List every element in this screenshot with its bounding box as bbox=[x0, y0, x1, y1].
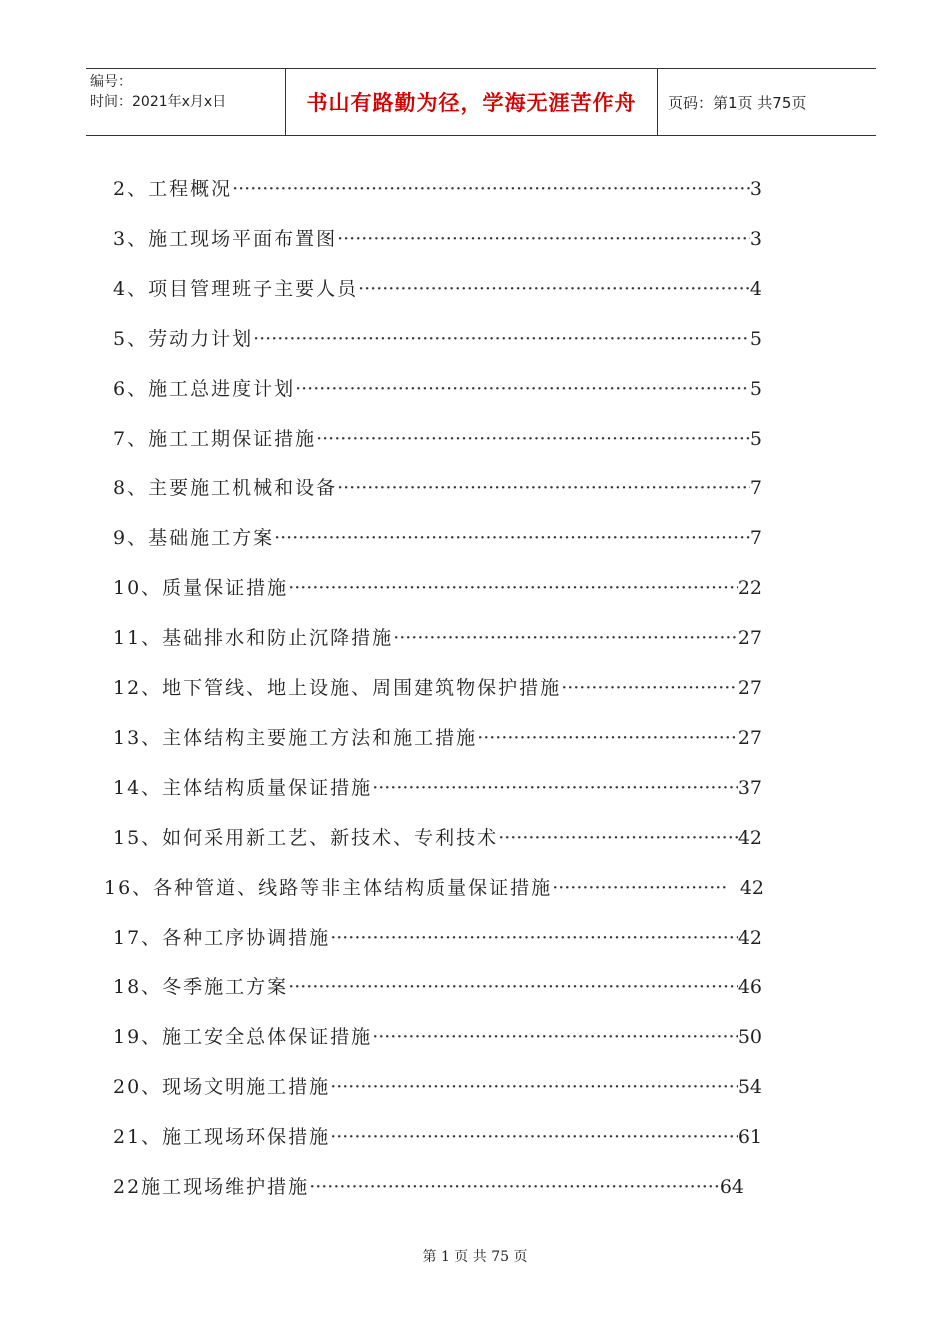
toc-entry-page: 22 bbox=[737, 577, 762, 600]
header-page-info: 页码：第1页 共75页 bbox=[668, 93, 807, 112]
toc-entry-title: 10、质量保证措施 bbox=[113, 577, 289, 600]
toc-leader-dots bbox=[477, 727, 738, 749]
toc-entry-page: 54 bbox=[737, 1076, 762, 1099]
toc-entry[interactable] bbox=[113, 673, 762, 700]
toc-leader-dots bbox=[552, 877, 726, 899]
toc-leader-dots bbox=[358, 278, 750, 300]
toc-entry-title: 18、冬季施工方案 bbox=[113, 976, 289, 999]
toc-entry-title: 4、项目管理班子主要人员 bbox=[113, 277, 359, 300]
toc-entry-page: 5 bbox=[749, 327, 762, 350]
toc-entry-page: 61 bbox=[737, 1126, 762, 1149]
toc-entry[interactable] bbox=[113, 1072, 762, 1099]
toc-leader-dots bbox=[232, 178, 750, 200]
toc-leader-dots bbox=[330, 1126, 738, 1148]
toc-entry[interactable] bbox=[113, 274, 762, 301]
toc-leader-dots bbox=[316, 428, 750, 450]
page-header bbox=[86, 68, 876, 136]
toc-entry-page: 3 bbox=[749, 178, 762, 200]
toc-entry-page: 27 bbox=[737, 726, 762, 749]
toc-entry[interactable] bbox=[113, 523, 762, 550]
toc-entry-page: 7 bbox=[749, 527, 762, 550]
toc-entry-page: 4 bbox=[749, 277, 762, 300]
toc-leader-dots bbox=[288, 577, 738, 599]
toc-entry-title: 5、劳动力计划 bbox=[113, 327, 254, 350]
toc-entry[interactable] bbox=[113, 324, 762, 351]
toc-entry-title: 22施工现场维护措施 bbox=[113, 1176, 310, 1198]
toc-entry-title: 20、现场文明施工措施 bbox=[113, 1076, 331, 1099]
toc-leader-dots bbox=[253, 328, 750, 350]
toc-leader-dots bbox=[561, 677, 738, 699]
page-footer: 第 1 页 共 75 页 bbox=[422, 1249, 528, 1265]
toc-entry-title: 14、主体结构质量保证措施 bbox=[113, 776, 373, 799]
toc-entry[interactable] bbox=[113, 473, 762, 500]
toc-entry[interactable] bbox=[113, 623, 762, 650]
toc-entry-title: 6、施工总进度计划 bbox=[113, 377, 296, 400]
toc-entry-page: 46 bbox=[737, 976, 762, 999]
toc-entry[interactable] bbox=[113, 1172, 744, 1199]
toc-entry[interactable] bbox=[113, 224, 762, 251]
toc-entry-title: 8、主要施工机械和设备 bbox=[113, 477, 338, 500]
toc-entry[interactable] bbox=[113, 1022, 762, 1049]
toc-entry[interactable] bbox=[113, 174, 762, 201]
toc-leader-dots bbox=[330, 1076, 738, 1098]
toc-entry[interactable] bbox=[113, 972, 762, 999]
header-motto-cell bbox=[286, 69, 658, 135]
toc-entry-title: 13、主体结构主要施工方法和施工措施 bbox=[113, 726, 478, 749]
toc-entry-title: 2、工程概况 bbox=[113, 178, 233, 200]
toc-entry[interactable] bbox=[113, 773, 762, 800]
document-time-label: 时间：2021年x月x日 bbox=[90, 94, 227, 110]
toc-leader-dots bbox=[393, 627, 738, 649]
toc-leader-dots bbox=[295, 378, 750, 400]
toc-entry-page: 37 bbox=[737, 776, 762, 799]
toc-entry-title: 7、施工工期保证措施 bbox=[113, 427, 317, 450]
toc-entry-title: 11、基础排水和防止沉降措施 bbox=[113, 627, 394, 650]
toc-entry-page: 42 bbox=[737, 826, 762, 849]
toc-entry[interactable] bbox=[113, 424, 762, 451]
toc-entry[interactable] bbox=[113, 723, 762, 750]
toc-entry-title: 17、各种工序协调措施 bbox=[113, 926, 331, 949]
toc-entry-page: 5 bbox=[749, 377, 762, 400]
toc-leader-dots bbox=[309, 1176, 720, 1198]
toc-entry-page: 5 bbox=[749, 427, 762, 450]
toc-leader-dots bbox=[498, 827, 738, 849]
toc-entry[interactable] bbox=[113, 823, 762, 850]
toc-leader-dots bbox=[337, 228, 750, 250]
toc-entry[interactable] bbox=[104, 873, 764, 900]
toc-entry-title: 12、地下管线、地上设施、周围建筑物保护措施 bbox=[113, 677, 562, 699]
toc-entry-page: 3 bbox=[749, 227, 762, 250]
toc-entry-page: 7 bbox=[749, 477, 762, 500]
toc-entry-page: 64 bbox=[719, 1176, 744, 1198]
toc-entry-title: 21、施工现场环保措施 bbox=[113, 1126, 331, 1149]
toc-entry-title: 15、如何采用新工艺、新技术、专利技术 bbox=[113, 826, 499, 849]
toc-entry-title: 16、各种管道、线路等非主体结构质量保证措施 bbox=[104, 876, 553, 899]
header-meta bbox=[86, 69, 286, 135]
toc-leader-dots bbox=[337, 477, 750, 499]
toc-leader-dots bbox=[372, 1026, 738, 1048]
toc-entry[interactable] bbox=[113, 1122, 762, 1149]
toc-entry-title: 3、施工现场平面布置图 bbox=[113, 227, 338, 250]
toc-entry[interactable] bbox=[113, 923, 762, 950]
toc-entry-page: 42 bbox=[739, 876, 764, 899]
document-number-label: 编号： bbox=[90, 74, 132, 90]
toc-entry[interactable] bbox=[113, 573, 762, 600]
toc-leader-dots bbox=[288, 976, 738, 998]
toc-entry-page: 27 bbox=[737, 627, 762, 650]
toc-leader-dots bbox=[274, 527, 750, 549]
toc-entry-page: 50 bbox=[737, 1026, 762, 1049]
toc-entry-page: 42 bbox=[737, 926, 762, 949]
toc-entry-title: 9、基础施工方案 bbox=[113, 527, 275, 550]
toc-leader-dots bbox=[330, 927, 738, 949]
toc-entry-page: 27 bbox=[737, 677, 762, 699]
toc-entry[interactable] bbox=[113, 374, 762, 401]
toc-leader-dots bbox=[372, 777, 738, 799]
toc-entry-title: 19、施工安全总体保证措施 bbox=[113, 1026, 373, 1049]
header-motto: 书山有路勤为径，学海无涯苦作舟 bbox=[306, 91, 637, 115]
